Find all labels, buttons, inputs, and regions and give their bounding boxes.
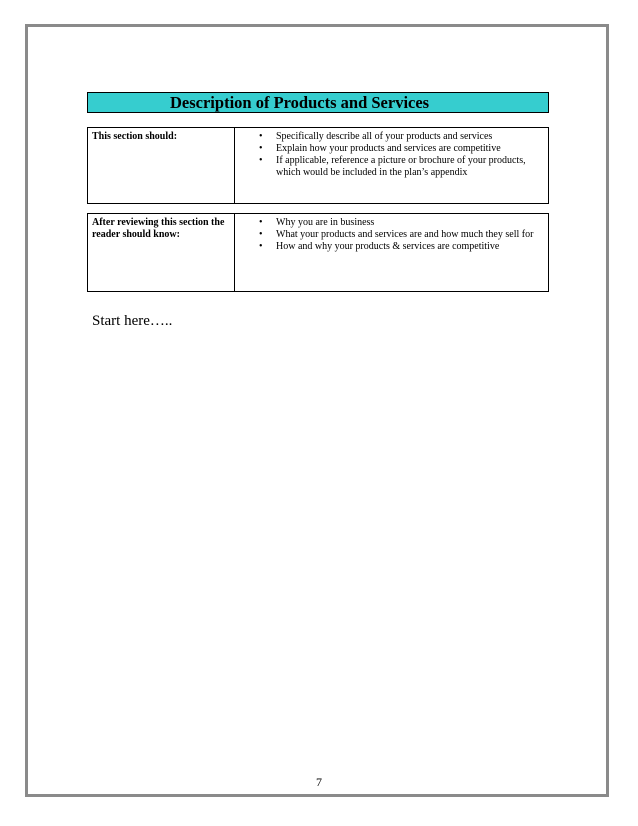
bullet-icon: • (259, 143, 263, 154)
section-should-label: This section should: (88, 128, 235, 203)
page-number: 7 (316, 775, 322, 789)
list-item: • Why you are in business (259, 217, 375, 228)
reader-know-list (235, 217, 544, 253)
bullet-icon: • (259, 155, 263, 166)
bullet-icon: • (259, 229, 263, 240)
list-item: • Specifically describe all of your products and services (259, 131, 493, 142)
list-item: • If applicable, reference a picture or brochure of your products, which would be included in the plan’s appendix (259, 155, 526, 178)
section-title: Description of Products and Services (170, 93, 430, 112)
bullet-icon: • (259, 217, 263, 228)
section-should-list (235, 131, 544, 179)
bullet-icon: • (259, 131, 263, 142)
reader-know-content (235, 214, 548, 291)
section-should-table (87, 127, 549, 204)
section-title-banner (87, 92, 549, 113)
bullet-icon: • (259, 241, 263, 252)
list-item: • How and why your products & services are competitive (259, 241, 500, 252)
section-should-content (235, 128, 548, 203)
list-item: • Explain how your products and services are competitive (259, 143, 501, 154)
list-item: • What your products and services are and how much they sell for (259, 229, 534, 240)
start-prompt: Start here….. (92, 313, 173, 329)
reader-know-table (87, 213, 549, 292)
reader-know-label: After reviewing this section the reader should know: (88, 214, 235, 291)
